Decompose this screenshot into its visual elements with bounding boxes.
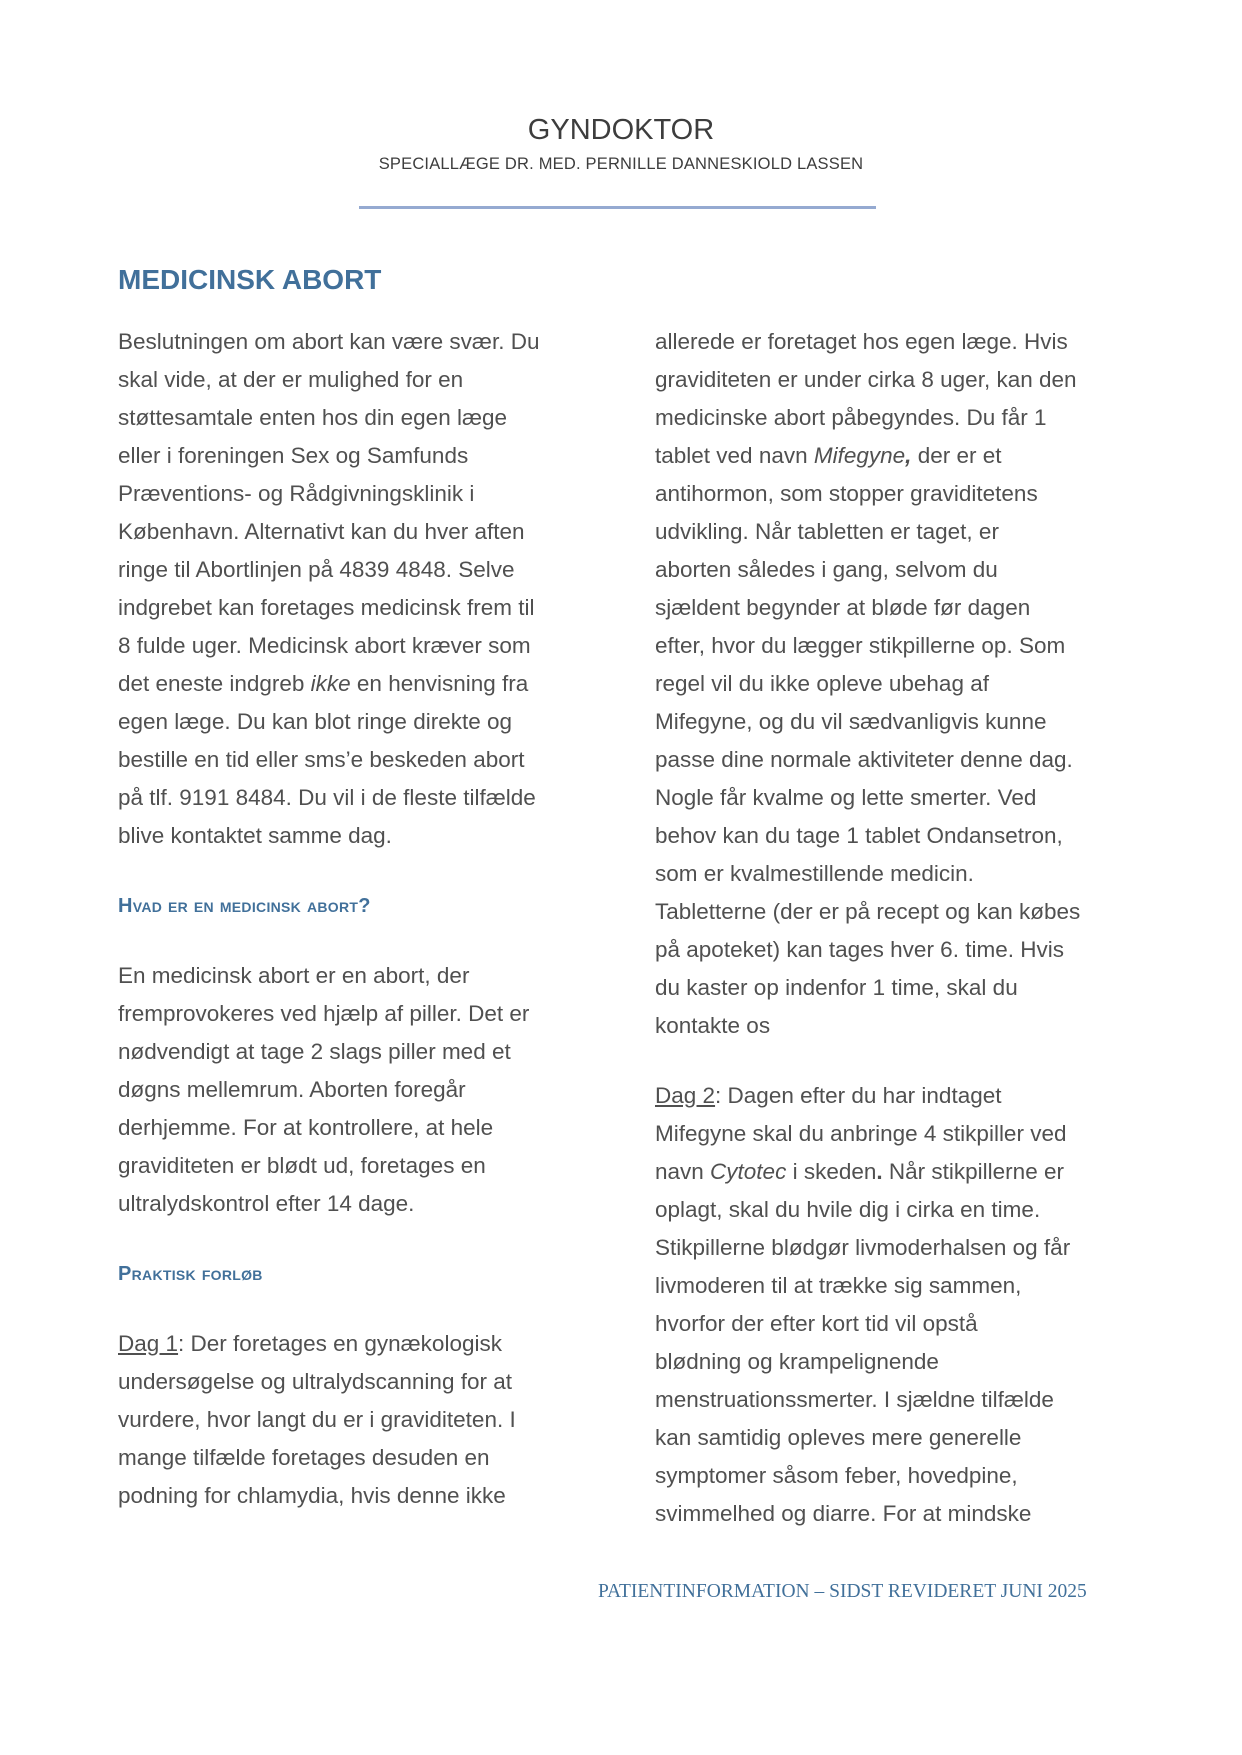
text-run: det eneste indgreb	[118, 671, 311, 696]
text-line: Stikpillerne blødgør livmoderhalsen og får	[655, 1235, 1071, 1260]
page-footer: PATIENTINFORMATION – SIDST REVIDERET JUNI 2025	[598, 1581, 1087, 1602]
text-line: menstruationssmerter. I sjældne tilfælde	[655, 1387, 1054, 1412]
what-is-paragraph	[118, 957, 593, 1223]
text-line	[655, 437, 1135, 475]
text-line: fremprovokeres ved hjælp af piller. Det er	[118, 1001, 530, 1026]
text-line: symptomer såsom feber, hovedpine,	[655, 1463, 1018, 1488]
text-line: sjældent begynder at bløde før dagen	[655, 595, 1031, 620]
text-line: graviditeten er under cirka 8 uger, kan den	[655, 367, 1077, 392]
text-line: døgns mellemrum. Aborten foregår	[118, 1077, 466, 1102]
text-run: i skeden	[786, 1159, 877, 1184]
text-line: du kaster op indenfor 1 time, skal du	[655, 975, 1018, 1000]
text-line: som er kvalmestillende medicin.	[655, 861, 974, 886]
text-line: allerede er foretaget hos egen læge. Hvis	[655, 329, 1068, 354]
text-line: regel vil du ikke opleve ubehag af	[655, 671, 989, 696]
text-line: podning for chlamydia, hvis denne ikke	[118, 1483, 506, 1508]
text-line: mange tilfælde foretages desuden en	[118, 1445, 490, 1470]
brand-name: GYNDOKTOR	[527, 114, 715, 146]
text-line: skal vide, at der er mulighed for en	[118, 367, 464, 392]
text-run: navn	[655, 1159, 711, 1184]
text-line: Tabletterne (der er på recept og kan købes	[655, 899, 1081, 924]
text-run: en henvisning fra	[350, 671, 529, 696]
emphasis-ikke: ikke	[310, 671, 351, 696]
day2-paragraph	[655, 1077, 1135, 1533]
day1-label: Dag 1	[118, 1331, 179, 1356]
text-line: egen læge. Du kan blot ringe direkte og	[118, 709, 513, 734]
text-line: bestille en tid eller sms’e beskeden abort	[118, 747, 525, 772]
text-line: graviditeten er blødt ud, foretages en	[118, 1153, 486, 1178]
text-line: Beslutningen om abort kan være svær. Du	[118, 329, 540, 354]
text-line: på apoteket) kan tages hver 6. time. Hvis	[655, 937, 1064, 962]
text-run: ,	[905, 443, 912, 468]
text-line: svimmelhed og diarre. For at mindske	[655, 1501, 1032, 1526]
text-line	[655, 1153, 1135, 1191]
doctor-subtitle: SPECIALLÆGE DR. MED. PERNILLE DANNESKIOLD LASSEN	[378, 155, 864, 173]
text-line: ringe til Abortlinjen på 4839 4848. Selve	[118, 557, 515, 582]
header-divider	[359, 206, 876, 209]
text-line: ultralydskontrol efter 14 dage.	[118, 1191, 415, 1216]
text-line: efter, hvor du lægger stikpillerne op. Som	[655, 633, 1066, 658]
text-line: København. Alternativt kan du hver aften	[118, 519, 525, 544]
text-line: eller i foreningen Sex og Samfunds	[118, 443, 469, 468]
text-line: Nogle får kvalme og lette smerter. Ved	[655, 785, 1037, 810]
day1-continued-paragraph	[655, 323, 1135, 1045]
text-line: Mifegyne, og du vil sædvanligvis kunne	[655, 709, 1047, 734]
text-line: støttesamtale enten hos din egen læge	[118, 405, 507, 430]
text-run: Når stikpillerne er	[882, 1159, 1064, 1184]
text-line	[118, 665, 593, 703]
text-line: 8 fulde uger. Medicinsk abort kræver som	[118, 633, 531, 658]
text-run: .	[876, 1159, 883, 1184]
text-line: behov kan du tage 1 tablet Ondansetron,	[655, 823, 1063, 848]
text-line: vurdere, hvor langt du er i graviditeten. I	[118, 1407, 516, 1432]
drug-name-cytotec: Cytotec	[710, 1159, 787, 1184]
text-line: derhjemme. For at kontrollere, at hele	[118, 1115, 494, 1140]
text-line: livmoderen til at trække sig sammen,	[655, 1273, 1022, 1298]
text-line	[655, 1077, 1135, 1115]
text-line: indgrebet kan foretages medicinsk frem til	[118, 595, 535, 620]
text-run: tablet ved navn	[655, 443, 814, 468]
day2-label: Dag 2	[655, 1083, 716, 1108]
text-line: nødvendigt at tage 2 slags piller med et	[118, 1039, 511, 1064]
document-title: MEDICINSK ABORT	[118, 264, 382, 295]
text-line: hvorfor der efter kort tid vil opstå	[655, 1311, 978, 1336]
right-column	[655, 323, 1135, 1565]
text-run: der er et	[911, 443, 1002, 468]
text-line: oplagt, skal du hvile dig i cirka en time.	[655, 1197, 1041, 1222]
drug-name-mifegyne: Mifegyne	[813, 443, 906, 468]
text-line: udvikling. Når tabletten er taget, er	[655, 519, 999, 544]
day1-paragraph	[118, 1325, 593, 1515]
letterhead	[0, 112, 1242, 176]
intro-paragraph	[118, 323, 593, 855]
text-line	[118, 1325, 593, 1363]
text-line: blødning og krampelignende	[655, 1349, 939, 1374]
text-line: En medicinsk abort er en abort, der	[118, 963, 470, 988]
text-line: aborten således i gang, selvom du	[655, 557, 998, 582]
text-line: blive kontaktet samme dag.	[118, 823, 392, 848]
left-column	[118, 323, 593, 1547]
section-heading-what-is: Hvad er en medicinsk abort?	[118, 895, 371, 917]
text-line: passe dine normale aktiviteter denne dag.	[655, 747, 1073, 772]
section-heading-practical: Praktisk forløb	[118, 1263, 263, 1285]
text-line: Præventions- og Rådgivningsklinik i	[118, 481, 475, 506]
text-line: medicinske abort påbegyndes. Du får 1	[655, 405, 1047, 430]
text-run: : Der foretages en gynækologisk	[178, 1331, 502, 1356]
text-line: undersøgelse og ultralydscanning for at	[118, 1369, 512, 1394]
text-line: antihormon, som stopper graviditetens	[655, 481, 1038, 506]
text-line: kontakte os	[655, 1013, 771, 1038]
text-line: kan samtidig opleves mere generelle	[655, 1425, 1022, 1450]
text-run: : Dagen efter du har indtaget	[715, 1083, 1002, 1108]
text-line: på tlf. 9191 8484. Du vil i de fleste tilfælde	[118, 785, 536, 810]
text-line: Mifegyne skal du anbringe 4 stikpiller ved	[655, 1121, 1067, 1146]
